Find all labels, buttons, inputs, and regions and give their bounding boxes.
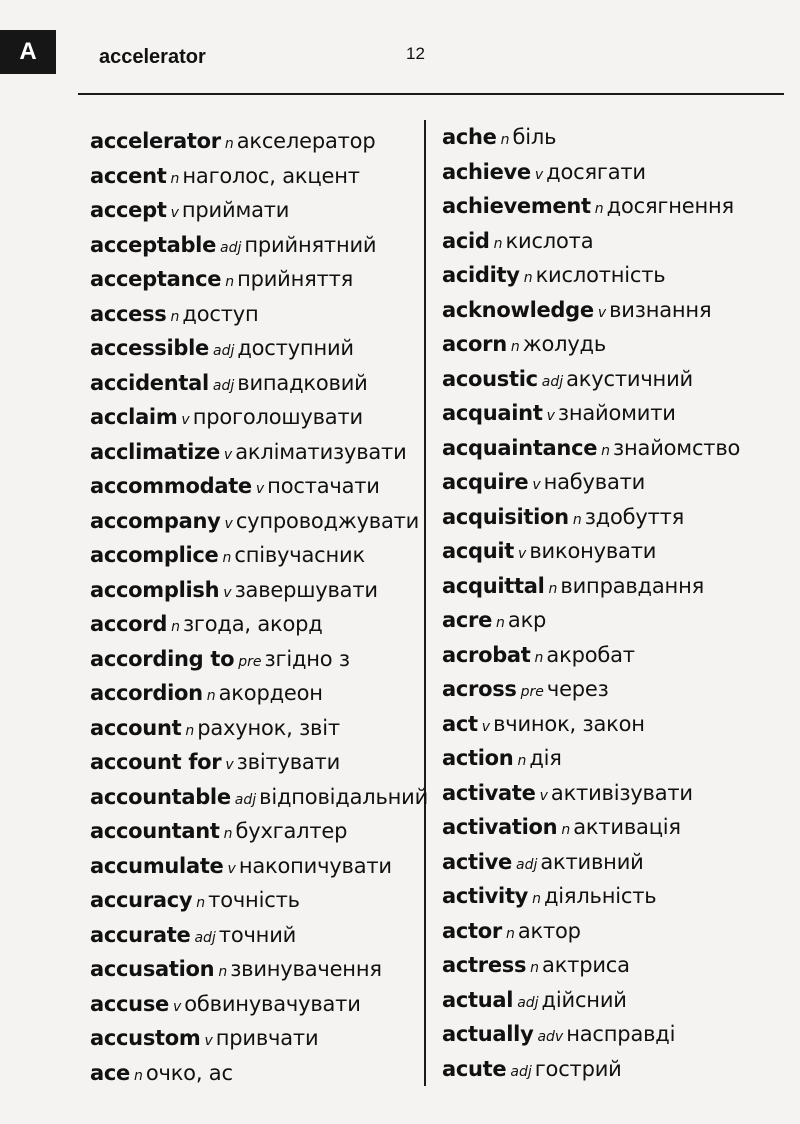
dictionary-entry <box>90 504 428 539</box>
part-of-speech: v <box>172 998 182 1015</box>
dictionary-entry <box>90 918 428 953</box>
headword: activation <box>442 815 558 839</box>
dictionary-entry <box>442 120 740 155</box>
dictionary-entry <box>90 952 428 987</box>
part-of-speech: v <box>204 1033 213 1049</box>
translation: діяльність <box>543 884 657 908</box>
translation: знайомство <box>613 435 741 460</box>
part-of-speech: n <box>601 442 611 459</box>
translation: актриса <box>542 953 630 977</box>
headword: action <box>442 746 514 770</box>
part-of-speech: n <box>510 339 520 355</box>
part-of-speech: v <box>539 787 548 804</box>
translation: згода, акорд <box>182 612 323 636</box>
part-of-speech: n <box>505 925 515 942</box>
headword: acorn <box>442 332 507 356</box>
dictionary-entry <box>90 711 428 746</box>
headword: accountable <box>90 784 231 809</box>
translation: досягнення <box>606 194 734 218</box>
part-of-speech: adv <box>537 1029 564 1045</box>
headword: acknowledge <box>442 297 594 322</box>
part-of-speech: n <box>534 649 544 666</box>
headword: accommodate <box>90 474 252 498</box>
dictionary-entry <box>90 538 428 573</box>
translation: кислота <box>505 228 594 253</box>
headword: actor <box>442 918 502 943</box>
translation: накопичувати <box>238 853 392 878</box>
part-of-speech: n <box>523 270 533 286</box>
part-of-speech: n <box>225 274 235 290</box>
dictionary-entry <box>90 193 428 228</box>
dictionary-entry <box>90 1021 428 1056</box>
headword: across <box>442 677 517 701</box>
headword: accomplish <box>90 577 220 602</box>
headword: account <box>90 715 182 740</box>
part-of-speech: v <box>223 446 233 463</box>
dictionary-entry <box>442 914 740 949</box>
headword: account for <box>90 750 222 774</box>
part-of-speech: v <box>223 584 232 601</box>
translation: виправдання <box>560 573 705 598</box>
translation: прийняття <box>237 267 354 291</box>
part-of-speech: n <box>500 132 510 148</box>
dictionary-entry <box>442 948 740 983</box>
part-of-speech: v <box>181 412 190 428</box>
part-of-speech: n <box>171 619 180 635</box>
translation: згідно з <box>264 646 350 671</box>
dictionary-entry <box>442 845 740 880</box>
headword: achievement <box>442 194 591 218</box>
dictionary-entry <box>442 983 740 1018</box>
dictionary-entry <box>442 638 740 673</box>
part-of-speech: v <box>532 477 541 493</box>
entries-column-right <box>442 120 740 1086</box>
dictionary-entry <box>90 262 428 297</box>
translation: здобуття <box>584 504 685 529</box>
headword: achieve <box>442 159 531 184</box>
dictionary-entry <box>442 327 740 362</box>
translation: знайомити <box>557 401 676 425</box>
translation: акробат <box>546 642 635 667</box>
dictionary-entry <box>442 741 740 776</box>
headword: according to <box>90 646 235 671</box>
translation: точний <box>218 922 297 947</box>
dictionary-entry <box>442 1052 740 1087</box>
translation: через <box>546 677 609 701</box>
part-of-speech: n <box>496 615 505 631</box>
part-of-speech: adj <box>194 929 216 946</box>
header-divider <box>78 93 784 95</box>
translation: супроводжувати <box>235 508 420 533</box>
translation: активізувати <box>550 780 693 805</box>
translation: досягати <box>546 159 646 184</box>
dictionary-entry <box>442 810 740 845</box>
headword: acoustic <box>442 366 538 391</box>
dictionary-entry <box>90 745 428 780</box>
dictionary-entry <box>90 642 428 677</box>
running-head: accelerator <box>99 46 206 68</box>
translation: випадковий <box>237 370 368 395</box>
headword: accidental <box>90 370 209 395</box>
dictionary-entry <box>442 1017 740 1052</box>
translation: доступний <box>237 336 354 360</box>
part-of-speech: n <box>223 826 233 842</box>
translation: наголос, акцент <box>182 163 360 188</box>
translation: визнання <box>609 297 712 322</box>
translation: рахунок, звіт <box>197 715 340 740</box>
translation: звинувачення <box>230 957 382 981</box>
translation: виконувати <box>529 539 657 563</box>
dictionary-entry <box>90 366 428 401</box>
dictionary-entry <box>90 573 428 608</box>
dictionary-entry <box>442 189 740 224</box>
translation: обвинувачувати <box>184 991 361 1016</box>
dictionary-entry <box>90 987 428 1022</box>
part-of-speech: pre <box>520 684 544 700</box>
dictionary-entry <box>90 124 428 159</box>
translation: вчинок, закон <box>493 711 645 736</box>
dictionary-entry <box>90 1056 428 1091</box>
translation: завершувати <box>234 577 378 602</box>
translation: набувати <box>543 470 646 494</box>
part-of-speech: n <box>224 136 234 152</box>
headword: active <box>442 849 512 874</box>
translation: приймати <box>181 198 290 222</box>
section-letter-tab: A <box>0 30 56 74</box>
translation: дія <box>529 746 562 770</box>
part-of-speech: n <box>222 550 232 566</box>
dictionary-entry <box>90 331 428 366</box>
translation: привчати <box>215 1026 319 1050</box>
part-of-speech: n <box>493 235 503 252</box>
part-of-speech: v <box>170 205 179 221</box>
headword: accuracy <box>90 888 193 912</box>
dictionary-entry <box>442 293 740 328</box>
translation: бухгалтер <box>235 819 348 843</box>
translation: проголошувати <box>192 405 363 429</box>
translation: акордеон <box>218 681 323 705</box>
headword: accent <box>90 163 167 188</box>
dictionary-entry <box>442 362 740 397</box>
dictionary-entry <box>442 707 740 742</box>
dictionary-entry <box>442 465 740 500</box>
dictionary-entry <box>90 676 428 711</box>
translation: акр <box>507 608 547 632</box>
headword: acquaint <box>442 401 543 425</box>
headword: acquaintance <box>442 435 598 460</box>
dictionary-entry <box>90 159 428 194</box>
dictionary-entry <box>90 297 428 332</box>
dictionary-entry <box>90 607 428 642</box>
headword: ache <box>442 125 497 149</box>
headword: acquire <box>442 470 529 494</box>
translation: очко, ас <box>145 1060 233 1085</box>
part-of-speech: adj <box>510 1063 532 1080</box>
translation: гострий <box>534 1056 622 1081</box>
part-of-speech: v <box>481 718 491 735</box>
headword: acquittal <box>442 573 545 598</box>
headword: acquisition <box>442 504 569 529</box>
part-of-speech: adj <box>212 343 235 359</box>
headword: acclaim <box>90 405 178 429</box>
part-of-speech: v <box>225 757 234 773</box>
part-of-speech: adj <box>234 791 257 808</box>
dictionary-entry <box>90 780 428 815</box>
dictionary-entry <box>90 814 428 849</box>
headword: acceptable <box>90 232 217 257</box>
entries-column-left <box>90 124 428 1090</box>
part-of-speech: n <box>170 308 180 325</box>
dictionary-entry <box>442 603 740 638</box>
headword: accountant <box>90 819 220 843</box>
headword: accuse <box>90 991 169 1016</box>
headword: accordion <box>90 681 203 705</box>
translation: точність <box>208 888 300 912</box>
headword: acid <box>442 228 490 253</box>
headword: accelerator <box>90 129 221 153</box>
part-of-speech: n <box>530 960 540 976</box>
dictionary-entry <box>442 569 740 604</box>
dictionary-entry <box>90 435 428 470</box>
headword: accept <box>90 198 167 222</box>
part-of-speech: v <box>597 304 607 321</box>
translation: активний <box>540 849 644 874</box>
dictionary-entry <box>442 776 740 811</box>
headword: acquit <box>442 539 515 563</box>
part-of-speech: v <box>255 481 265 497</box>
translation: кислотність <box>535 263 666 287</box>
translation: акселератор <box>236 129 376 153</box>
translation: акліматизувати <box>235 439 407 464</box>
headword: acute <box>442 1056 507 1081</box>
part-of-speech: v <box>546 408 555 424</box>
dictionary-entry <box>442 879 740 914</box>
dictionary-entry <box>90 849 428 884</box>
headword: activity <box>442 884 529 908</box>
part-of-speech: n <box>133 1067 143 1084</box>
part-of-speech: n <box>572 511 582 528</box>
part-of-speech: n <box>185 722 195 739</box>
part-of-speech: n <box>517 753 527 769</box>
dictionary-entry <box>442 672 740 707</box>
part-of-speech: n <box>218 964 228 980</box>
dictionary-entry <box>442 431 740 466</box>
headword: accusation <box>90 957 215 981</box>
headword: acceptance <box>90 267 222 291</box>
part-of-speech: v <box>534 166 544 183</box>
translation: дійсний <box>541 987 627 1012</box>
dictionary-entry <box>442 396 740 431</box>
headword: accomplice <box>90 543 219 567</box>
translation: акустичний <box>566 366 693 391</box>
dictionary-entry <box>90 469 428 504</box>
headword: accustom <box>90 1026 201 1050</box>
dictionary-entry <box>442 534 740 569</box>
translation: біль <box>512 125 557 149</box>
translation: співучасник <box>234 543 365 567</box>
headword: ace <box>90 1060 130 1085</box>
dictionary-entry <box>90 228 428 263</box>
part-of-speech: v <box>224 515 233 532</box>
headword: acre <box>442 608 493 632</box>
translation: активація <box>573 815 681 839</box>
translation: доступ <box>182 301 259 326</box>
dictionary-entry <box>442 258 740 293</box>
part-of-speech: n <box>170 170 180 187</box>
page-number: 12 <box>406 44 425 63</box>
headword: acrobat <box>442 642 531 667</box>
part-of-speech: adj <box>516 856 538 873</box>
part-of-speech: adj <box>541 373 564 390</box>
headword: actress <box>442 953 527 977</box>
part-of-speech: adj <box>212 377 235 394</box>
part-of-speech: pre <box>238 653 262 670</box>
headword: acidity <box>442 263 520 287</box>
part-of-speech: n <box>594 201 604 217</box>
translation: насправді <box>566 1022 676 1046</box>
headword: accumulate <box>90 853 224 878</box>
part-of-speech: v <box>227 860 236 877</box>
headword: accurate <box>90 922 191 947</box>
headword: acclimatize <box>90 439 220 464</box>
headword: act <box>442 711 478 736</box>
translation: жолудь <box>522 332 607 356</box>
headword: access <box>90 301 167 326</box>
translation: прийнятний <box>244 232 377 257</box>
dictionary-entry <box>442 224 740 259</box>
part-of-speech: n <box>532 891 541 907</box>
part-of-speech: n <box>561 822 571 838</box>
part-of-speech: v <box>518 546 527 562</box>
headword: activate <box>442 780 536 805</box>
part-of-speech: n <box>206 688 216 704</box>
dictionary-entry <box>442 500 740 535</box>
headword: accord <box>90 612 168 636</box>
headword: actually <box>442 1022 534 1046</box>
part-of-speech: n <box>548 580 558 597</box>
headword: accompany <box>90 508 221 533</box>
headword: actual <box>442 987 514 1012</box>
part-of-speech: adj <box>220 239 242 256</box>
part-of-speech: n <box>196 895 206 911</box>
dictionary-entry <box>90 400 428 435</box>
dictionary-entry <box>90 883 428 918</box>
translation: звітувати <box>236 750 341 774</box>
headword: accessible <box>90 336 209 360</box>
translation: актор <box>517 918 581 943</box>
dictionary-entry <box>442 155 740 190</box>
translation: відповідальний <box>259 784 429 809</box>
part-of-speech: adj <box>517 994 539 1011</box>
translation: постачати <box>267 474 380 498</box>
